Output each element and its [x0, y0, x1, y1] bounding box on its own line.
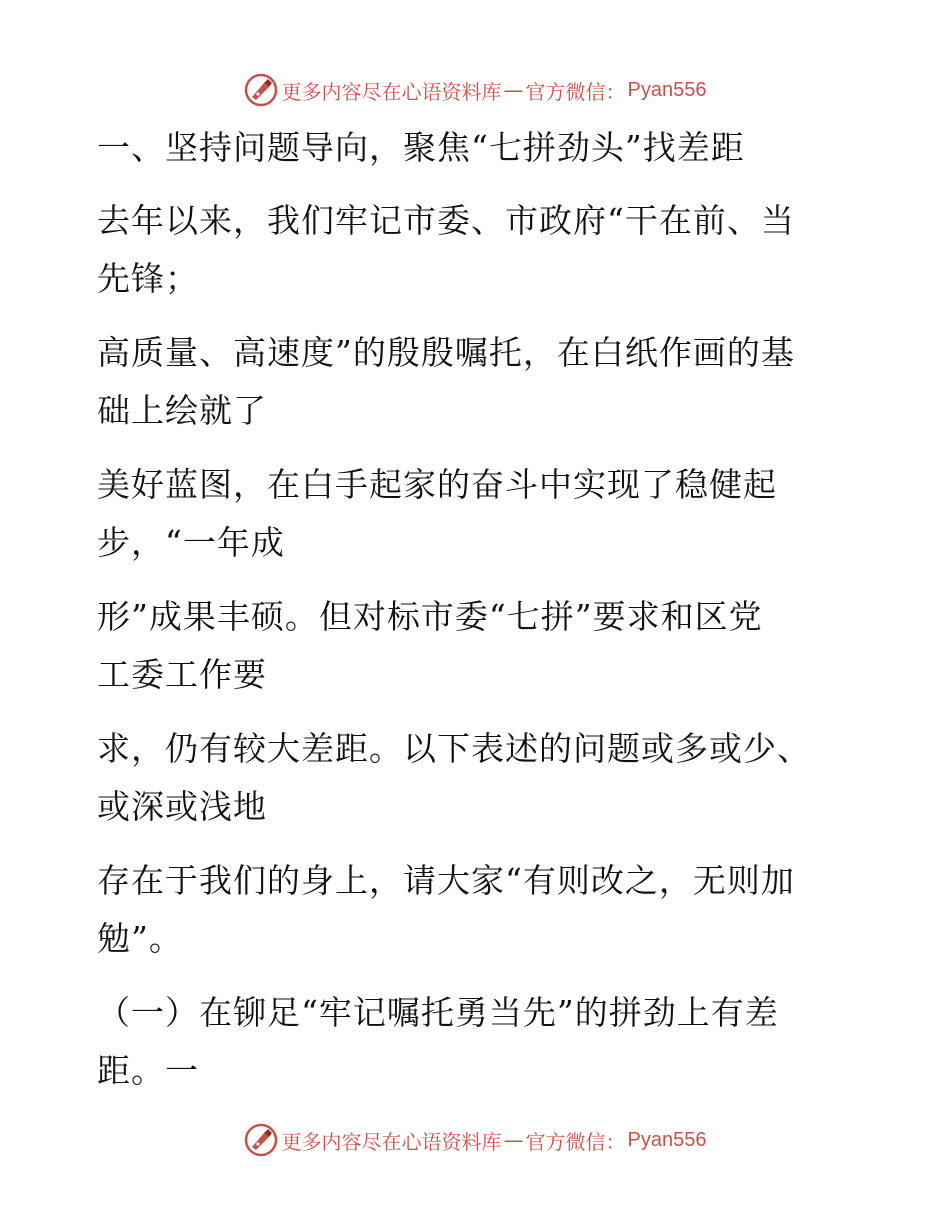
text-line: 勉”。 — [97, 919, 183, 958]
banner-text: 更多内容尽在心语资料库 — [281, 1129, 502, 1154]
text-line: 或深或浅地 — [97, 787, 267, 826]
text-line: 求，仍有较大差距。以下表述的问题或多或少、 — [97, 729, 811, 768]
text-line: 美好蓝图，在白手起家的奋斗中实现了稳健起 — [97, 465, 777, 504]
text-line: 一、坚持问题导向，聚焦“七拼劲头”找差距 — [97, 128, 745, 167]
text-line: 去年以来，我们牢记市委、市政府“干在前、当 — [97, 201, 795, 240]
text-line: 工委工作要 — [97, 655, 267, 694]
banner-dash: — — [503, 78, 524, 102]
text-line: 础上绘就了 — [97, 391, 267, 430]
text-line: 存在于我们的身上，请大家“有则改之，无则加 — [97, 861, 795, 900]
text-line: （一）在铆足“牢记嘱托勇当先”的拼劲上有差 — [97, 993, 779, 1032]
banner-text: 更多内容尽在心语资料库 — [281, 79, 502, 104]
text-line: 高质量、高速度”的殷殷嘱托，在白纸作画的基 — [97, 333, 795, 372]
pen-nib-logo-icon — [244, 1123, 278, 1157]
pen-nib-logo-icon — [244, 73, 278, 107]
banner-wechat-label: 官方微信： — [525, 1129, 626, 1154]
banner-wechat-label: 官方微信： — [525, 79, 626, 104]
text-line: 步，“一年成 — [97, 523, 285, 562]
text-line: 形”成果丰硕。但对标市委“七拼”要求和区党 — [97, 597, 763, 636]
banner-dash: — — [503, 1128, 524, 1152]
text-line: 距。一 — [97, 1051, 199, 1090]
banner-wechat-id: Pyan556 — [627, 1128, 707, 1151]
header-banner — [0, 70, 950, 110]
footer-banner — [0, 1120, 950, 1160]
banner-wechat-id: Pyan556 — [627, 78, 707, 101]
text-line: 先锋； — [97, 259, 199, 298]
